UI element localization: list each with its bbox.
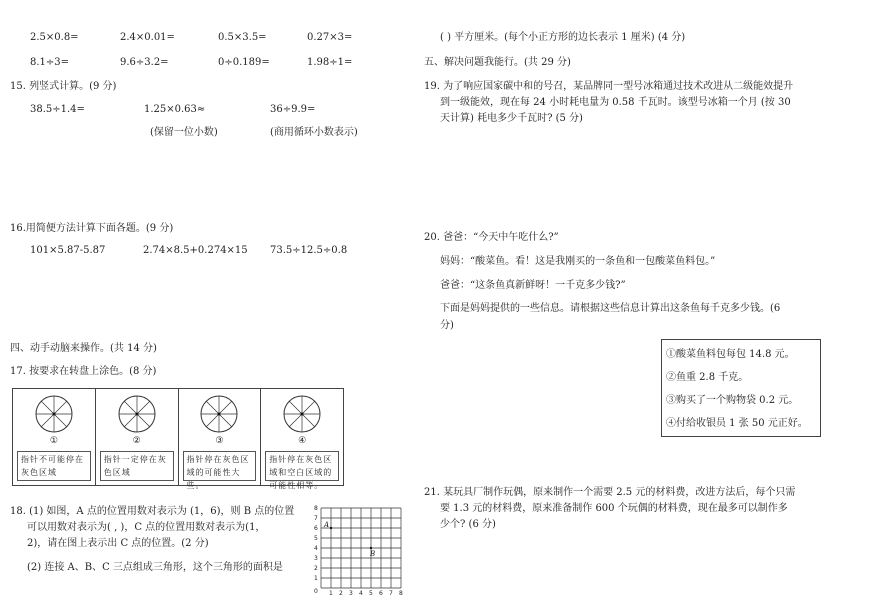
oral-calc-2d: 1.98÷1= xyxy=(307,57,353,68)
spinner-4-icon[interactable] xyxy=(282,394,322,434)
grid-x-label: 1 xyxy=(329,590,333,596)
q19-line-3: 天计算) 耗电多少千瓦时? (5 分) xyxy=(440,113,583,124)
spinner-3-number: ③ xyxy=(215,436,224,446)
q17-title: 17. 按要求在转盘上涂色。(8 分) xyxy=(10,366,157,377)
info-item-3: ③购买了一个购物袋 0.2 元。 xyxy=(666,395,799,406)
q21-line-3: 少个? (6 分) xyxy=(440,519,496,530)
spinner-cell-2 xyxy=(96,389,179,485)
grid-x-label: 6 xyxy=(379,590,383,596)
q18-continuation: ( ) 平方厘米。(每个小正方形的边长表示 1 厘米) (4 分) xyxy=(440,32,686,43)
spinner-2-number: ② xyxy=(132,436,141,446)
point-a-label: A xyxy=(324,521,330,529)
q15-title: 15. 列竖式计算。(9 分) xyxy=(10,81,117,92)
grid-y-label: 4 xyxy=(314,545,318,552)
spinner-cell-1 xyxy=(13,389,96,485)
q18-line-1: 18. (1) 如图，A 点的位置用数对表示为 (1，6)，则 B 点的位置 xyxy=(10,506,295,517)
oral-calc-1a: 2.5×0.8= xyxy=(30,32,79,43)
grid-y-label: 8 xyxy=(314,505,318,512)
info-box xyxy=(661,339,821,437)
coordinate-grid[interactable] xyxy=(312,504,404,596)
q20-line-3: 爸爸：“这条鱼真新鲜呀！一千克多少钱?” xyxy=(440,280,626,291)
q18-line-2: 可以用数对表示为( , )，C 点的位置用数对表示为(1， xyxy=(27,522,266,533)
spinner-2-icon[interactable] xyxy=(117,394,157,434)
q16-title: 16.用简便方法计算下面各题。(9 分) xyxy=(10,223,174,234)
q20-line-5: 分) xyxy=(440,320,454,331)
oral-calc-2c: 0÷0.189= xyxy=(218,57,270,68)
grid-y-label: 5 xyxy=(314,535,318,542)
q18-line-3: 2)，请在图上表示出 C 点的位置。(2 分) xyxy=(27,538,209,549)
point-b-label: B xyxy=(370,550,376,558)
q20-line-2: 妈妈：“酸菜鱼。看！这是我刚买的一条鱼和一包酸菜鱼料包。” xyxy=(440,256,716,267)
q15-item-1: 38.5÷1.4= xyxy=(30,104,85,115)
q21-line-2: 要 1.3 元的材料费，原来准备制作 600 个玩偶的材料费，现在最多可以制作多 xyxy=(440,503,788,514)
info-item-2: ②鱼重 2.8 千克。 xyxy=(666,372,749,383)
spinner-4-desc: 指针停在灰色区域和空白区域的可能性相等。 xyxy=(265,451,339,481)
q19-line-2: 到一级能效，现在每 24 小时耗电量为 0.58 千瓦时。该型号冰箱一个月 (按 30 xyxy=(440,97,791,108)
section-4-heading: 四、动手动脑来操作。(共 14 分) xyxy=(10,343,157,354)
q16-item-3: 73.5÷12.5÷0.8 xyxy=(270,245,348,256)
oral-calc-1c: 0.5×3.5= xyxy=(218,32,267,43)
spinner-1-desc: 指针不可能停在灰色区域 xyxy=(17,451,91,481)
point-a-marker xyxy=(330,527,332,529)
oral-calc-2b: 9.6÷3.2= xyxy=(120,57,169,68)
spinner-1-number: ① xyxy=(49,436,58,446)
grid-y-label: 2 xyxy=(314,565,318,572)
q20-line-4: 下面是妈妈提供的一些信息。请根据这些信息计算出这条鱼每千克多少钱。(6 xyxy=(440,303,781,314)
info-item-1: ①酸菜鱼料包每包 14.8 元。 xyxy=(666,349,795,360)
info-item-4: ④付给收银员 1 张 50 元正好。 xyxy=(666,418,808,429)
oral-calc-1d: 0.27×3= xyxy=(307,32,353,43)
point-b-marker xyxy=(370,547,372,549)
grid-y-label: 7 xyxy=(314,515,318,522)
grid-origin-label: 0 xyxy=(314,588,318,595)
q19-line-1: 19. 为了响应国家碳中和的号召，某品牌同一型号冰箱通过技术改进从二级能效提升 xyxy=(424,81,794,92)
spinner-cell-4 xyxy=(261,389,343,490)
q15-note-2: (商用循环小数表示) xyxy=(270,127,358,138)
spinner-2-desc: 指针一定停在灰色区域 xyxy=(100,451,174,481)
spinner-table xyxy=(12,388,344,490)
q16-item-2: 2.74×8.5+0.274×15 xyxy=(143,245,248,256)
grid-x-label: 7 xyxy=(389,590,393,596)
oral-calc-2a: 8.1÷3= xyxy=(30,57,70,68)
grid-x-label: 2 xyxy=(339,590,343,596)
q18-line-4: (2) 连接 A、B、C 三点组成三角形，这个三角形的面积是 xyxy=(27,562,283,573)
q21-line-1: 21. 某玩具厂制作玩偶，原来制作一个需要 2.5 元的材料费，改进方法后，每个只需 xyxy=(424,487,796,498)
grid-x-label: 3 xyxy=(349,590,353,596)
grid-x-label: 8 xyxy=(399,590,403,596)
spinner-cell-3 xyxy=(179,389,262,490)
spinner-4-number: ④ xyxy=(298,436,307,446)
grid-y-label: 3 xyxy=(314,555,318,562)
q16-item-1: 101×5.87-5.87 xyxy=(30,245,106,256)
oral-calc-1b: 2.4×0.01= xyxy=(120,32,175,43)
q15-note-1: (保留一位小数) xyxy=(150,127,218,138)
q20-line-1: 20. 爸爸：“今天中午吃什么?” xyxy=(424,232,559,243)
grid-x-label: 4 xyxy=(359,590,363,596)
grid-y-label: 6 xyxy=(314,525,318,532)
q15-item-2: 1.25×0.63≈ xyxy=(144,104,206,115)
spinner-3-desc: 指针停在灰色区域的可能性大些。 xyxy=(183,451,257,481)
grid-x-label: 5 xyxy=(369,590,373,596)
spinner-1-icon[interactable] xyxy=(34,394,74,434)
grid-y-label: 1 xyxy=(314,575,318,582)
section-5-heading: 五、解决问题我能行。(共 29 分) xyxy=(424,57,571,68)
q15-item-3: 36÷9.9= xyxy=(270,104,316,115)
spinner-3-icon[interactable] xyxy=(199,394,239,434)
